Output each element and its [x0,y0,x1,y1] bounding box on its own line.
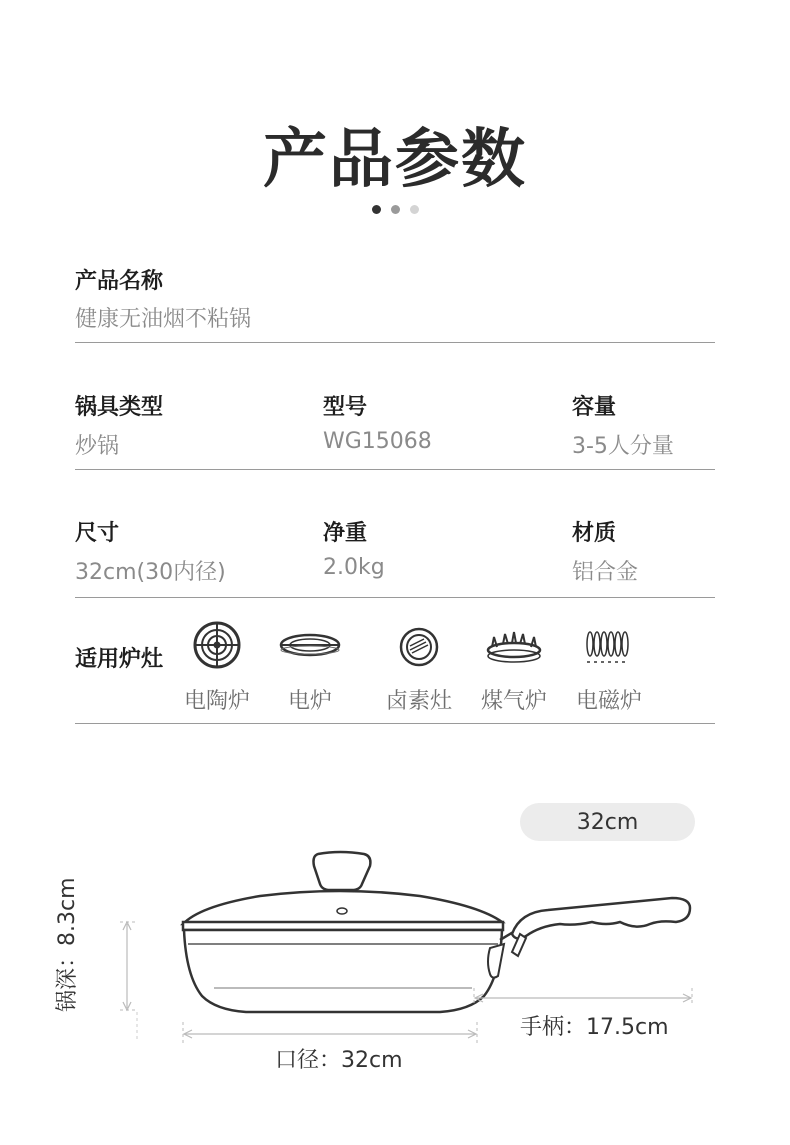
stove-label: 电炉 [287,689,332,714]
stove-item-ceramic [172,620,262,715]
net-weight-value: 2.0kg [323,555,385,580]
net-weight-label: 净重 [323,521,368,546]
size-label: 尺寸 [75,521,120,546]
handle-bracket [488,944,504,978]
size-value: 32cm(30内径) [75,560,226,585]
stove-item-electric [265,620,355,715]
lid-vent [337,908,347,914]
stove-label: 煤气炉 [480,689,547,714]
lid [183,891,502,924]
material-value: 铝合金 [572,560,639,585]
handle [512,898,690,939]
divider [75,342,715,343]
page-title: 产品参数 [263,123,527,197]
size-badge: 32cm [520,803,695,841]
material-label: 材质 [572,521,617,546]
pager-dot-2[interactable] [391,205,400,214]
induction-stove-icon [583,620,635,670]
compatible-stoves-label: 适用炉灶 [75,647,164,672]
pan-body [184,930,502,1012]
capacity-value: 3-5人分量 [572,434,674,459]
capacity-label: 容量 [572,395,617,420]
halogen-stove-icon [394,620,444,670]
gas-stove-icon [483,620,545,670]
stove-label: 卤素灶 [385,689,452,714]
stove-item-gas [469,620,559,715]
cookware-type-label: 锅具类型 [75,395,164,420]
lid-knob [314,852,371,890]
pager-dots [372,205,419,214]
stove-item-halogen [374,620,464,715]
pager-dot-3[interactable] [410,205,419,214]
divider [75,597,715,598]
handle-dimension-label: 手柄：17.5cm [520,1015,669,1040]
divider [75,723,715,724]
depth-dimension-label: 锅深：8.3cm [55,877,80,1012]
model-label: 型号 [323,395,368,420]
ceramic-stove-icon [192,620,242,670]
pager-dot-1[interactable] [372,205,381,214]
product-name-label: 产品名称 [75,269,164,294]
stove-label: 电陶炉 [183,689,250,714]
stove-item-induction [564,620,654,715]
cookware-type-value: 炒锅 [75,434,120,459]
electric-stove-icon [279,620,341,670]
diameter-dimension-label: 口径：32cm [275,1048,403,1073]
stove-label: 电磁炉 [575,689,642,714]
product-name-value: 健康无油烟不粘锅 [75,307,252,332]
model-value: WG15068 [323,429,432,454]
divider [75,469,715,470]
